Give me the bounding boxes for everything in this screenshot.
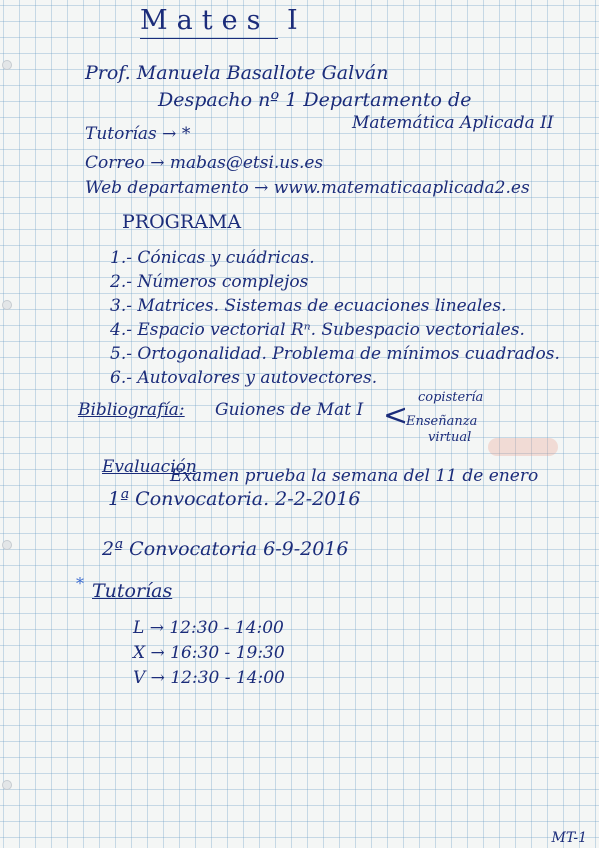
bibliografia-source: copistería: [418, 390, 484, 405]
tutoria-slot: L → 12:30 - 14:00: [133, 618, 284, 638]
binder-hole: [2, 780, 12, 790]
page-title: Mates I: [140, 5, 307, 36]
convocatoria-2: 2ª Convocatoria 6-9-2016: [102, 538, 349, 560]
bibliografia-text: Guiones de Mat I: [215, 400, 364, 420]
paper-stain: [488, 438, 558, 456]
tutorias-star: *: [76, 574, 84, 593]
bibliografia-source: Enseñanza: [406, 414, 478, 429]
convocatoria-1: 1ª Convocatoria. 2-2-2016: [108, 488, 361, 510]
programa-item: 3.- Matrices. Sistemas de ecuaciones lineales.: [110, 296, 507, 316]
binder-hole: [2, 60, 12, 70]
binder-holes: [0, 0, 14, 848]
professor-name: Prof. Manuela Basallote Galván: [85, 62, 389, 84]
binder-hole: [2, 300, 12, 310]
tutorias-reference: Tutorías → *: [85, 124, 191, 144]
tutoria-slot: X → 16:30 - 19:30: [133, 643, 285, 663]
programa-heading: PROGRAMA: [122, 211, 242, 233]
bracket-symbol: <: [383, 398, 409, 433]
programa-item: 1.- Cónicas y cuádricas.: [110, 248, 315, 268]
office-line-2: Matemática Aplicada II: [352, 113, 554, 133]
title-underline: [140, 38, 278, 39]
tutorias-heading: Tutorías: [92, 580, 173, 602]
programa-item: 5.- Ortogonalidad. Problema de mínimos cuadrados.: [110, 344, 560, 364]
email-line: Correo → mabas@etsi.us.es: [85, 153, 324, 173]
binder-hole: [2, 540, 12, 550]
page-number: MT-1: [551, 830, 587, 846]
programa-item: 4.- Espacio vectorial Rⁿ. Subespacio vectoriales.: [110, 320, 525, 340]
bibliografia-source: virtual: [428, 430, 472, 445]
evaluacion-heading: Evaluación: [102, 457, 197, 477]
tutoria-slot: V → 12:30 - 14:00: [133, 668, 285, 688]
programa-item: 2.- Números complejos: [110, 272, 309, 292]
bibliografia-label: Bibliografía:: [78, 400, 185, 420]
web-line: Web departamento → www.matematicaaplicada2.es: [85, 178, 530, 198]
examen-line: Examen prueba la semana del 11 de enero: [170, 466, 539, 486]
office-line-1: Despacho nº 1 Departamento de: [158, 89, 472, 111]
programa-item: 6.- Autovalores y autovectores.: [110, 368, 378, 388]
